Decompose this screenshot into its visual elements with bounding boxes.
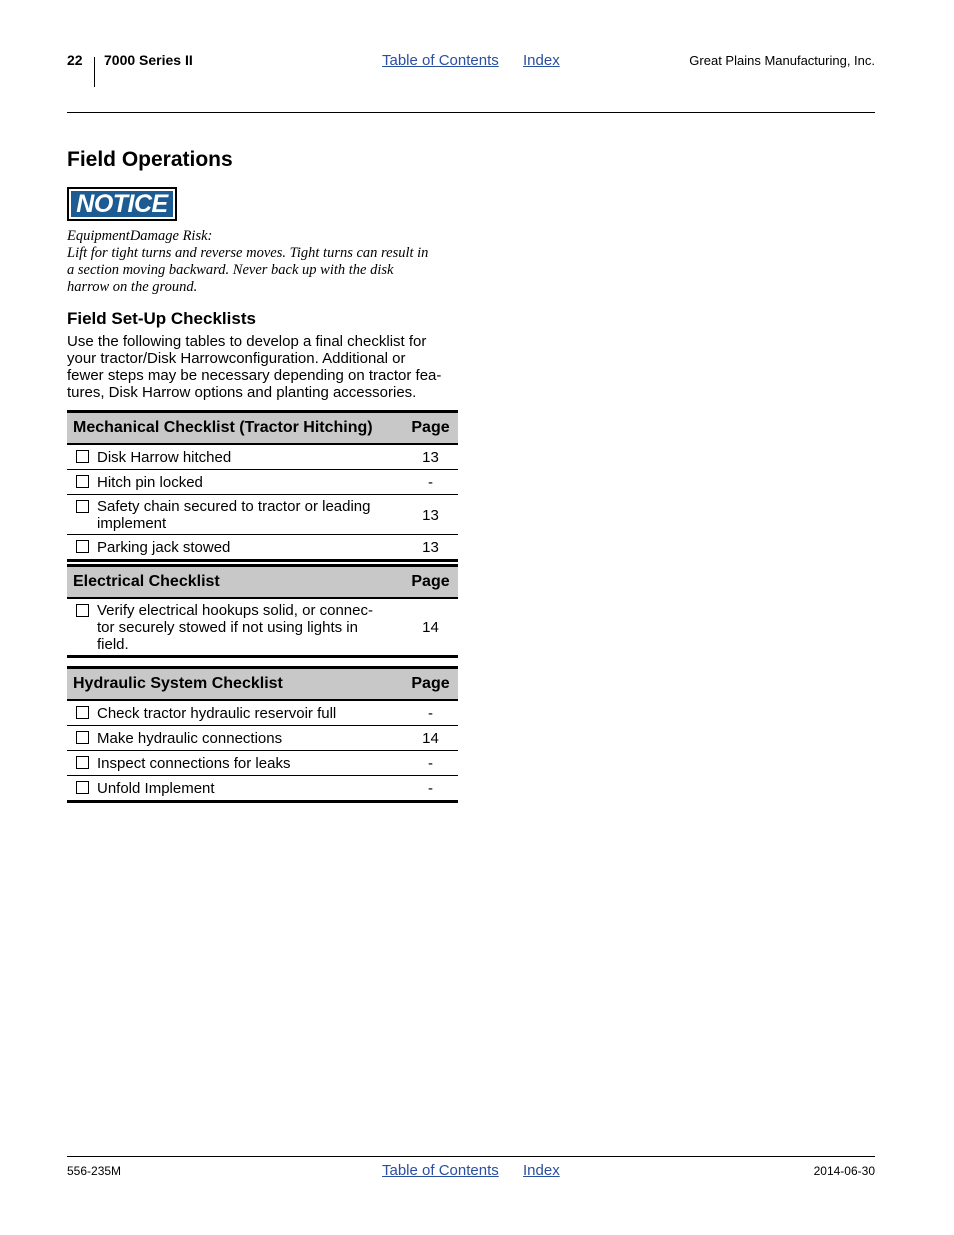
checkbox[interactable] bbox=[76, 500, 89, 513]
table-row bbox=[67, 751, 458, 776]
table-heading: Hydraulic System Checklist bbox=[67, 668, 403, 701]
checkbox[interactable] bbox=[76, 604, 89, 617]
document-number: 556-235M bbox=[67, 1164, 122, 1178]
page-number: 22 bbox=[67, 52, 83, 68]
notice-line: Lift for tight turns and reverse moves. Tight turns can result in bbox=[67, 245, 429, 261]
item-text bbox=[97, 470, 403, 495]
checkbox-cell bbox=[67, 726, 97, 751]
page-column-heading: Page bbox=[403, 412, 458, 445]
notice-label: NOTICE bbox=[71, 191, 173, 217]
checkbox-cell bbox=[67, 776, 97, 802]
item-text bbox=[97, 598, 403, 657]
item-line: Disk Harrow hitched bbox=[97, 449, 232, 466]
item-line: field. bbox=[97, 636, 129, 653]
page-ref: 13 bbox=[403, 535, 458, 561]
checkbox-cell bbox=[67, 470, 97, 495]
item-line: Verify electrical hookups solid, or connec- bbox=[97, 602, 373, 619]
item-line: tor securely stowed if not using lights in bbox=[97, 619, 358, 636]
notice-line: EquipmentDamage Risk: bbox=[67, 228, 213, 244]
item-line: Parking jack stowed bbox=[97, 539, 231, 556]
checkbox[interactable] bbox=[76, 540, 89, 553]
item-line: Check tractor hydraulic reservoir full bbox=[97, 705, 337, 722]
notice-line: a section moving backward. Never back up with the disk bbox=[67, 262, 394, 278]
page-ref: 13 bbox=[403, 444, 458, 470]
checkbox-cell bbox=[67, 751, 97, 776]
page-ref: - bbox=[403, 700, 458, 726]
checkbox[interactable] bbox=[76, 781, 89, 794]
header-index-link[interactable]: Index bbox=[523, 52, 560, 69]
header-table-of-contents-link[interactable]: Table of Contents bbox=[382, 52, 499, 69]
checkbox[interactable] bbox=[76, 450, 89, 463]
intro-line: Use the following tables to develop a final checklist for bbox=[67, 333, 427, 350]
intro-paragraph bbox=[67, 333, 459, 401]
table-row bbox=[67, 444, 458, 470]
item-line: Make hydraulic connections bbox=[97, 730, 283, 747]
item-text bbox=[97, 444, 403, 470]
electrical-checklist-table bbox=[67, 564, 458, 658]
item-text bbox=[97, 726, 403, 751]
checkbox-cell bbox=[67, 495, 97, 535]
checkbox-cell bbox=[67, 535, 97, 561]
header-separator bbox=[94, 57, 95, 87]
company-name: Great Plains Manufacturing, Inc. bbox=[689, 53, 875, 68]
publication-date: 2014-06-30 bbox=[813, 1164, 875, 1178]
table-row bbox=[67, 535, 458, 561]
item-line: Safety chain secured to tractor or leading bbox=[97, 498, 371, 515]
item-line: Hitch pin locked bbox=[97, 474, 203, 491]
footer-table-of-contents-link[interactable]: Table of Contents bbox=[382, 1162, 499, 1179]
item-line: Inspect connections for leaks bbox=[97, 755, 291, 772]
table-row bbox=[67, 726, 458, 751]
intro-line: tures, Disk Harrow options and planting accessories. bbox=[67, 384, 417, 401]
item-text bbox=[97, 535, 403, 561]
footer-divider bbox=[67, 1156, 875, 1157]
checkbox[interactable] bbox=[76, 756, 89, 769]
checkbox-cell bbox=[67, 444, 97, 470]
table-heading: Electrical Checklist bbox=[67, 566, 403, 599]
item-text bbox=[97, 776, 403, 802]
page-ref: 14 bbox=[403, 598, 458, 657]
table-row bbox=[67, 598, 458, 657]
table-header-row bbox=[67, 566, 458, 599]
item-text bbox=[97, 495, 403, 535]
page-column-heading: Page bbox=[403, 668, 458, 701]
item-line: Unfold Implement bbox=[97, 780, 215, 797]
footer-index-link[interactable]: Index bbox=[523, 1162, 560, 1179]
table-row bbox=[67, 495, 458, 535]
checkbox[interactable] bbox=[76, 731, 89, 744]
table-row bbox=[67, 700, 458, 726]
page-ref: 14 bbox=[403, 726, 458, 751]
checkbox[interactable] bbox=[76, 706, 89, 719]
table-row bbox=[67, 776, 458, 802]
header-divider bbox=[67, 112, 875, 113]
checkbox-cell bbox=[67, 598, 97, 657]
intro-line: fewer steps may be necessary depending on tractor fea- bbox=[67, 367, 442, 384]
hydraulic-checklist-table bbox=[67, 666, 458, 803]
page-ref: - bbox=[403, 470, 458, 495]
intro-line: your tractor/Disk Harrowconfiguration. Additional or bbox=[67, 350, 406, 367]
table-header-row bbox=[67, 412, 458, 445]
table-heading: Mechanical Checklist (Tractor Hitching) bbox=[67, 412, 403, 445]
page-ref: 13 bbox=[403, 495, 458, 535]
table-header-row bbox=[67, 668, 458, 701]
checkbox-cell bbox=[67, 700, 97, 726]
item-text bbox=[97, 751, 403, 776]
page-ref: - bbox=[403, 776, 458, 802]
checkbox[interactable] bbox=[76, 475, 89, 488]
section-title: Field Set-Up Checklists bbox=[67, 309, 256, 328]
page-title: Field Operations bbox=[67, 148, 233, 171]
document-series: 7000 Series II bbox=[104, 52, 193, 68]
page-column-heading: Page bbox=[403, 566, 458, 599]
notice-line: harrow on the ground. bbox=[67, 279, 198, 295]
notice-message bbox=[67, 228, 462, 296]
page-ref: - bbox=[403, 751, 458, 776]
item-text bbox=[97, 700, 403, 726]
notice-badge bbox=[67, 187, 177, 221]
table-row bbox=[67, 470, 458, 495]
mechanical-checklist-table bbox=[67, 410, 458, 562]
item-line: implement bbox=[97, 515, 167, 532]
